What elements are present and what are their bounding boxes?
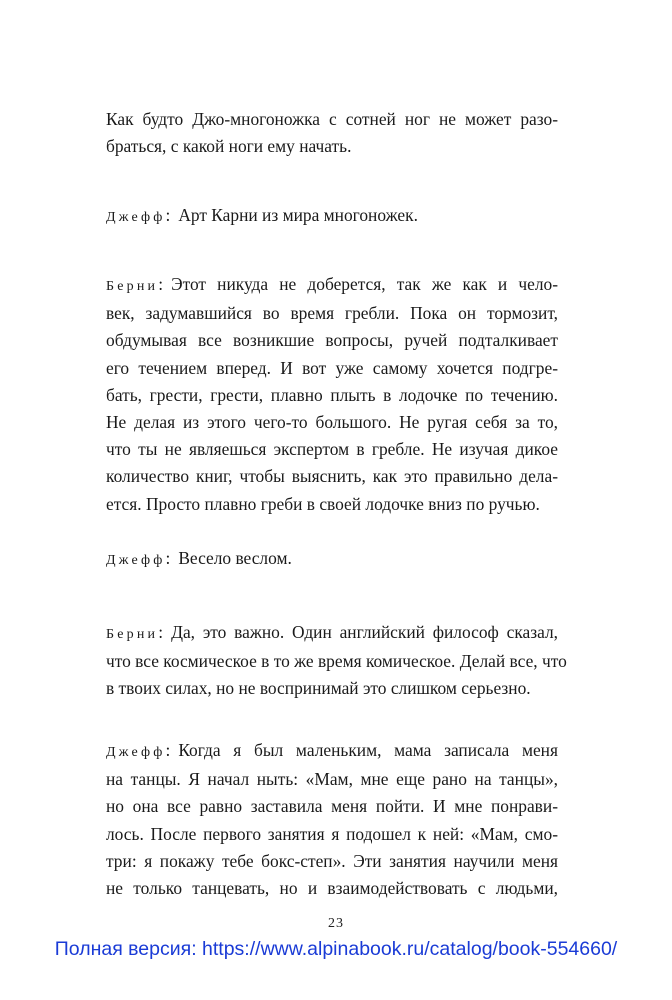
text-line: бать, грести, грести, плавно плыть в лодочке по течению. [106,384,558,405]
speaker-separator: : [165,205,171,225]
text-line: его течением вперед. И вот уже самому хочется подгре- [106,357,558,378]
paragraph-dialogue [106,545,558,574]
text-line: что ты не являешься экспертом в гребле. Не изучая дикое [106,439,558,460]
text-line: но она все равно заставила меня пойти. И мне понрави- [106,796,558,817]
speaker-separator: : [158,274,164,294]
text-line: не только танцевать, но и взаимодействовать с людьми, [106,878,558,899]
text-line [106,545,558,574]
paragraph-dialogue [106,202,558,231]
text-line [106,737,558,766]
text-line [106,619,558,648]
dialogue-text: Весело веслом. [178,548,292,568]
text-line: лось. После первого занятия я подошел к ней: «Мам, смо- [106,823,558,844]
paragraph-dialogue [106,271,558,518]
text-line: век, задумавшийся во время гребли. Пока он тормозит, [106,303,558,324]
text-line: три: я покажу тебе бокс-степ». Эти занятия научили меня [106,850,558,871]
speaker-name: Берни [106,279,159,294]
text-line: Как будто Джо-многоножка с сотней ног не может разо- [106,109,558,129]
text-line: обдумывая все возникшие вопросы, ручей подталкивает [106,330,558,351]
paragraph-dialogue [106,737,558,902]
text-line: ется. Просто плавно греби в своей лодочке вниз по ручью. [106,493,540,514]
dialogue-text: Когда я был маленьким, мама записала меня [178,740,558,760]
full-version-link[interactable]: Полная версия: https://www.alpinabook.ru/catalog/book-554660/ [54,938,618,960]
paragraph-narration [106,106,558,160]
dialogue-text: Да, это важно. Один английский философ сказал, [171,622,558,642]
paragraph-dialogue [106,619,567,703]
text-line: браться, с какой ноги ему начать. [106,136,352,157]
speaker-name: Джефф [106,210,166,225]
text-line: что все космическое в то же время комическое. Делай все, что [106,651,567,672]
speaker-separator: : [165,740,171,760]
text-line: Не делая из этого чего-то большого. Не ругая себя за то, [106,412,558,433]
text-line [106,271,558,300]
speaker-name: Джефф [106,553,166,568]
text-line: в твоих силах, но не воспринимай это слишком серьезно. [106,678,531,699]
dialogue-text: Этот никуда не доберется, так же как и чело- [171,274,558,294]
text-line: количество книг, чтобы выяснить, как это правильно дела- [106,466,558,487]
text-line [106,202,558,231]
speaker-name: Джефф [106,745,166,760]
page-number: 23 [328,916,344,931]
speaker-separator: : [165,548,171,568]
dialogue-text: Арт Карни из мира многоножек. [178,205,418,225]
speaker-name: Берни [106,627,159,642]
text-line: на танцы. Я начал ныть: «Мам, мне еще рано на танцы», [106,769,558,790]
speaker-separator: : [158,622,164,642]
